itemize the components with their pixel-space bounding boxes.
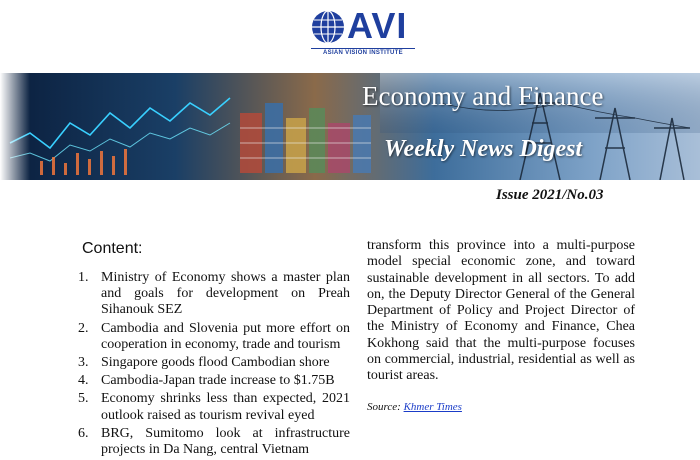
list-item: 4. Cambodia-Japan trade increase to $1.75B	[78, 373, 335, 389]
list-item: 1. Ministry of Economy shows a master plan and goals for development on Preah Sihanouk SEZ	[78, 270, 350, 318]
content-heading: Content:	[82, 240, 143, 257]
logo-text: AVI	[347, 5, 408, 46]
avi-logo	[311, 5, 415, 58]
issue-number: Issue 2021/No.03	[496, 187, 604, 203]
globe-icon	[311, 10, 345, 44]
article-source	[367, 401, 462, 413]
content-list	[78, 270, 350, 460]
list-item: 3. Singapore goods flood Cambodian shore	[78, 355, 330, 371]
header-banner	[0, 73, 700, 180]
logo-subtitle: ASIAN VISION INSTITUTE	[311, 48, 415, 56]
source-label: Source:	[367, 401, 401, 413]
list-item: 5. Economy shrinks less than expected, 2021 outlook raised as tourism revival eyed	[78, 391, 350, 423]
banner-subtitle: Weekly News Digest	[384, 136, 583, 162]
list-item: 6. BRG, Sumitomo look at infrastructure projects in Da Nang, central Vietnam	[78, 425, 350, 458]
source-link[interactable]: Khmer Times	[403, 401, 462, 413]
banner-title: Economy and Finance	[362, 81, 604, 111]
list-item: 2. Cambodia and Slovenia put more effort on cooperation in economy, trade and tourism	[78, 320, 350, 352]
article-body: transform this province into a multi-purpose model special economic zone, and toward sustainable development in all sectors. To add on, the Deputy Director General of the General Department of Policy and Project Director of the Ministry of Economy and Finance, Chea Kokhong said that the multi-purpose focuses on commercial, industrial, residential as well as tourist areas.	[367, 238, 635, 384]
